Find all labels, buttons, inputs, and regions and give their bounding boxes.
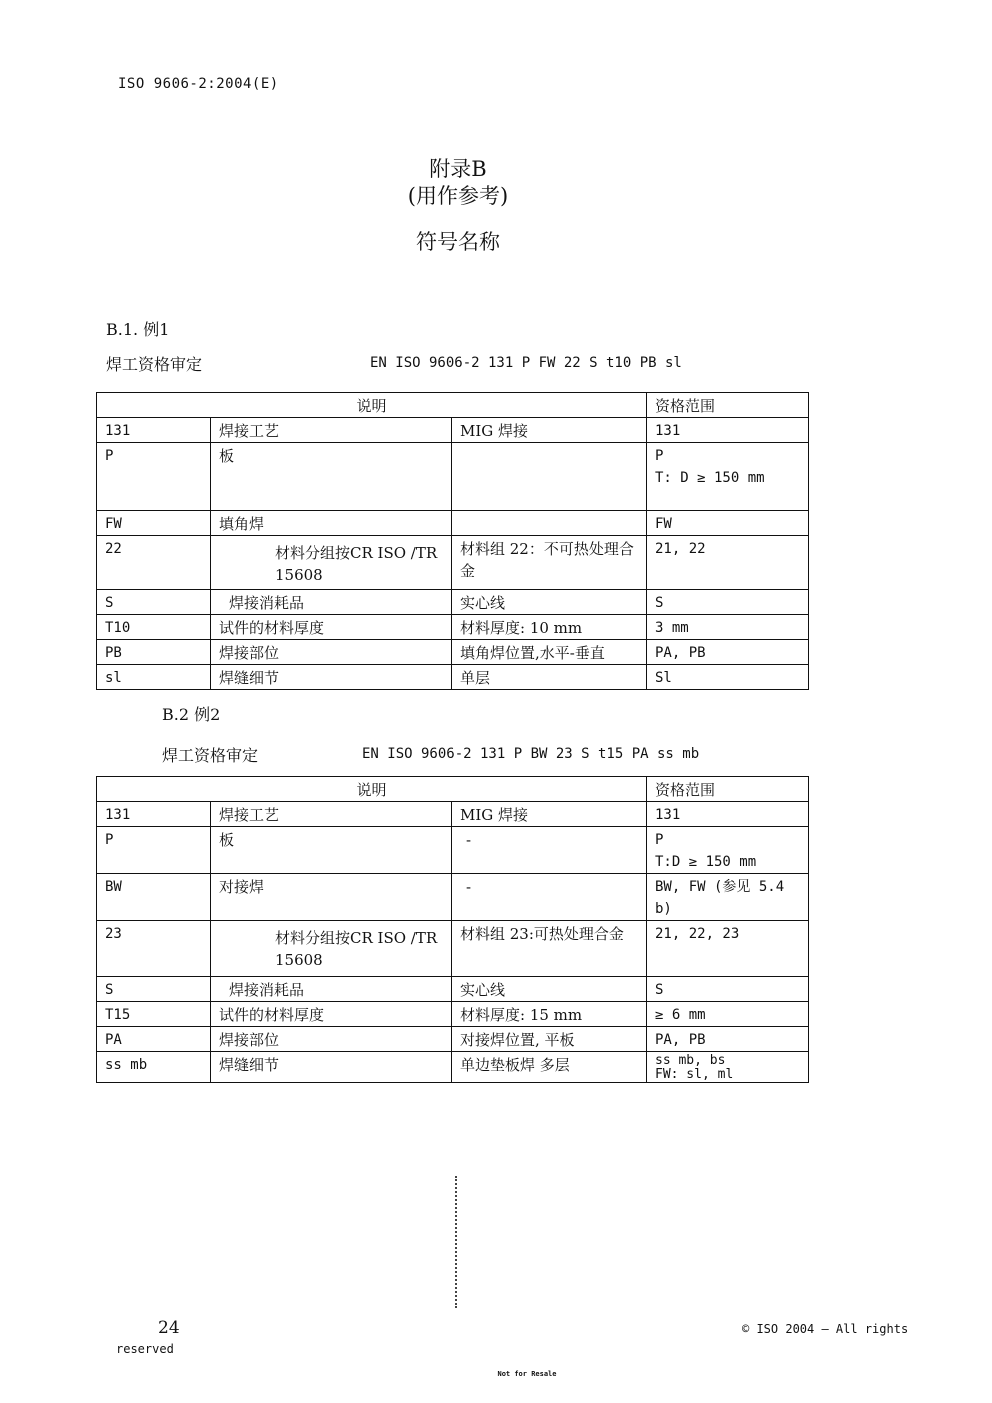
row-code: ss mb — [97, 1052, 211, 1083]
annex-subtitle: (用作参考) — [407, 184, 509, 208]
row-desc: - — [452, 874, 647, 921]
table-row — [97, 827, 809, 874]
row-term: 材料分组按CR ISO /TR 15608 — [211, 921, 452, 977]
not-for-resale: Not for Resale — [497, 1370, 557, 1378]
row-range: 3 mm — [647, 615, 809, 640]
row-desc: 材料组 23:可热处理合金 — [452, 921, 647, 977]
row-term: 焊接部位 — [211, 1027, 452, 1052]
row-term: 试件的材料厚度 — [211, 1002, 452, 1027]
table-row — [97, 1002, 809, 1027]
row-range: FW — [647, 511, 809, 536]
table-row — [97, 665, 809, 690]
row-code: 23 — [97, 921, 211, 977]
row-range: ss mb, bs FW: sl, ml — [647, 1052, 809, 1083]
row-range: 21, 22, 23 — [647, 921, 809, 977]
row-term: 板 — [211, 443, 452, 511]
row-term: 板 — [211, 827, 452, 874]
table-header-row — [97, 393, 809, 418]
document-id: ISO 9606-2:2004(E) — [118, 76, 279, 92]
row-code: 131 — [97, 802, 211, 827]
header-desc: 说明 — [97, 777, 647, 802]
row-code: P — [97, 827, 211, 874]
row-term: 焊接消耗品 — [211, 977, 452, 1002]
row-range: BW, FW (参见 5.4 b) — [647, 874, 809, 921]
row-term: 焊缝细节 — [211, 665, 452, 690]
table-row — [97, 1027, 809, 1052]
row-desc: 材料厚度: 10 mm — [452, 615, 647, 640]
example1-heading: B.1. 例1 — [106, 320, 170, 339]
row-code: BW — [97, 874, 211, 921]
row-range: S — [647, 977, 809, 1002]
row-code: T15 — [97, 1002, 211, 1027]
table-row — [97, 511, 809, 536]
row-term: 焊接工艺 — [211, 802, 452, 827]
row-desc: - — [452, 827, 647, 874]
row-code: 131 — [97, 418, 211, 443]
annex-title: 附录B — [429, 157, 487, 181]
copyright-notice: © ISO 2004 – All rights — [742, 1322, 909, 1336]
row-desc: 实心线 — [452, 977, 647, 1002]
header-range: 资格范围 — [647, 777, 809, 802]
annex-heading: 符号名称 — [416, 230, 500, 254]
row-range: 131 — [647, 418, 809, 443]
row-desc: 对接焊位置, 平板 — [452, 1027, 647, 1052]
row-desc: MIG 焊接 — [452, 802, 647, 827]
row-range: 21, 22 — [647, 536, 809, 590]
row-term: 对接焊 — [211, 874, 452, 921]
row-code: PB — [97, 640, 211, 665]
example1-qual-label: 焊工资格审定 — [106, 355, 203, 374]
row-term: 试件的材料厚度 — [211, 615, 452, 640]
example2-qual-code: EN ISO 9606-2 131 P BW 23 S t15 PA ss mb — [362, 746, 700, 762]
table-row — [97, 874, 809, 921]
row-code: PA — [97, 1027, 211, 1052]
row-range: P T: D ≥ 150 mm — [647, 443, 809, 511]
table-row — [97, 443, 809, 511]
example2-qual-label: 焊工资格审定 — [162, 746, 259, 765]
example1-table — [96, 392, 809, 690]
table-row — [97, 921, 809, 977]
row-term: 焊接部位 — [211, 640, 452, 665]
table-row — [97, 640, 809, 665]
table-row — [97, 802, 809, 827]
row-desc — [452, 443, 647, 511]
row-desc: 填角焊位置,水平-垂直 — [452, 640, 647, 665]
header-range: 资格范围 — [647, 393, 809, 418]
row-range: PA, PB — [647, 640, 809, 665]
row-range: 131 — [647, 802, 809, 827]
table-row — [97, 1052, 809, 1083]
row-range: P T:D ≥ 150 mm — [647, 827, 809, 874]
row-term: 材料分组按CR ISO /TR 15608 — [211, 536, 452, 590]
row-range: ≥ 6 mm — [647, 1002, 809, 1027]
example2-table — [96, 776, 809, 1083]
header-desc: 说明 — [97, 393, 647, 418]
row-range: PA, PB — [647, 1027, 809, 1052]
table-row — [97, 590, 809, 615]
table-row — [97, 977, 809, 1002]
row-code: S — [97, 590, 211, 615]
row-range: S — [647, 590, 809, 615]
example2-heading: B.2 例2 — [162, 705, 221, 724]
row-desc: 材料组 22：不可热处理合金 — [452, 536, 647, 590]
row-term: 填角焊 — [211, 511, 452, 536]
row-code: FW — [97, 511, 211, 536]
table-row — [97, 615, 809, 640]
row-desc: 材料厚度: 15 mm — [452, 1002, 647, 1027]
row-term: 焊缝细节 — [211, 1052, 452, 1083]
page-number: 24 — [158, 1318, 180, 1338]
row-code: 22 — [97, 536, 211, 590]
row-code: T10 — [97, 615, 211, 640]
dotted-separator — [455, 1176, 465, 1308]
row-term: 焊接消耗品 — [211, 590, 452, 615]
example1-qual-code: EN ISO 9606-2 131 P FW 22 S t10 PB sl — [370, 355, 682, 371]
table-row — [97, 418, 809, 443]
rights-reserved: reserved — [116, 1342, 174, 1356]
row-code: sl — [97, 665, 211, 690]
row-desc: MIG 焊接 — [452, 418, 647, 443]
row-term: 焊接工艺 — [211, 418, 452, 443]
row-desc: 单层 — [452, 665, 647, 690]
row-desc: 实心线 — [452, 590, 647, 615]
row-code: S — [97, 977, 211, 1002]
table-row — [97, 536, 809, 590]
row-desc — [452, 511, 647, 536]
table-header-row — [97, 777, 809, 802]
row-desc: 单边垫板焊 多层 — [452, 1052, 647, 1083]
row-range: Sl — [647, 665, 809, 690]
row-code: P — [97, 443, 211, 511]
